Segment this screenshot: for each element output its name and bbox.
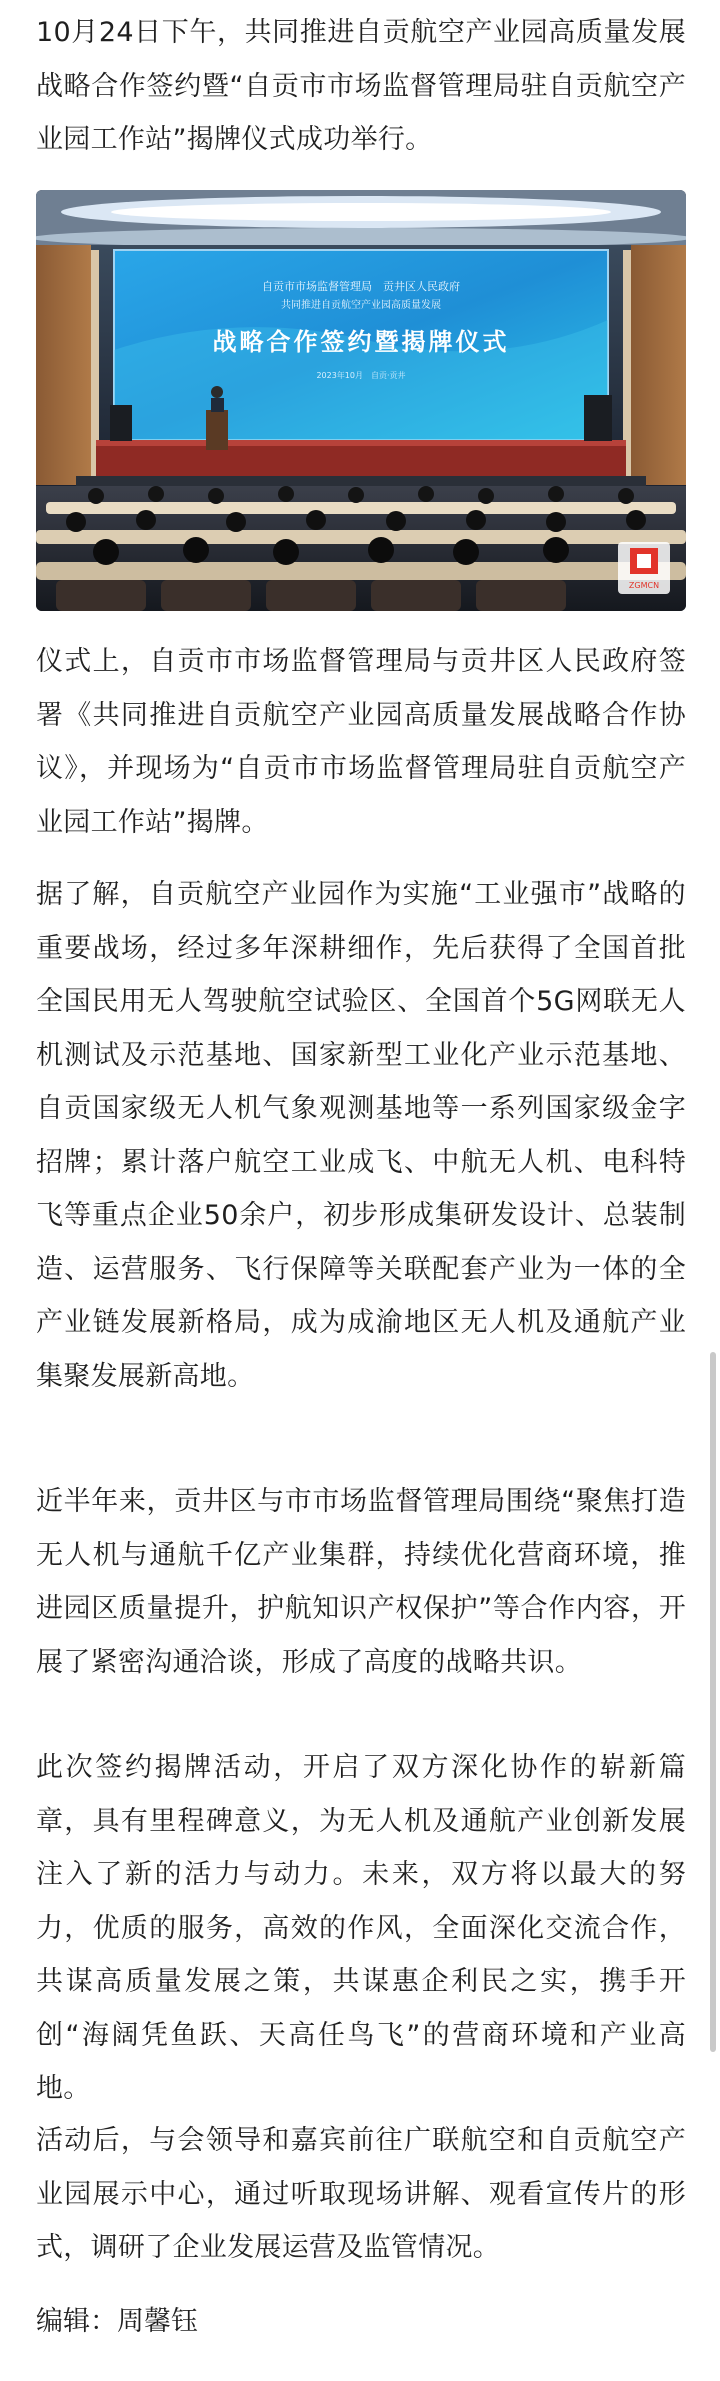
watermark-text: ZGMCN (628, 581, 660, 590)
editor-credit: 编辑：周馨钰 (36, 2306, 198, 2337)
wood-panel-left (36, 245, 91, 485)
event-photo (36, 190, 686, 611)
paragraph-ceremony: 仪式上，自贡市市场监督管理局与贡井区人民政府签署《共同推进自贡航空产业园高质量发展战略合作协议》，并现场为“自贡市市场监督管理局驻自贡航空产业园工作站”揭牌。 (36, 646, 686, 838)
paragraph-background: 据了解，自贡航空产业园作为实施“工业强市”战略的重要战场，经过多年深耕细作，先后获得了全国首批全国民用无人驾驶航空试验区、全国首个5G网联无人机测试及示范基地、国家新型工业化产业示范基地、自贡国家级无人机气象观测基地等一系列国家级金字招牌；累计落户航空工业成飞、中航无人机、电科特飞等重点企业50余户，初步形成集研发设计、总装制造、运营服务、飞行保障等关联配套产业为一体的全产业链发展新格局，成为成渝地区无人机及通航产业集聚发展新高地。 (36, 879, 686, 1392)
scrollbar[interactable] (710, 1352, 716, 2052)
watermark-logo (618, 542, 670, 594)
paragraph-intro: 10月24日下午，共同推进自贡航空产业园高质量发展战略合作签约暨“自贡市市场监督管理局驻自贡航空产业园工作站”揭牌仪式成功举行。 (36, 17, 686, 155)
screen-date: 2023年10月 自贡·贡井 (316, 371, 406, 380)
wood-panel-right (631, 245, 686, 485)
paragraph-significance: 此次签约揭牌活动，开启了双方深化协作的崭新篇章，具有里程碑意义，为无人机及通航产业创新发展注入了新的活力与动力。未来，双方将以最大的努力，优质的服务，高效的作风，全面深化交流合作，共谋高质量发展之策，共谋惠企利民之实，携手开创“海阔凭鱼跃、天高任鸟飞”的营商环境和产业高地。 (36, 1752, 686, 2104)
screen-line1: 自贡市市场监督管理局 贡井区人民政府 (262, 280, 460, 293)
paragraph-visit: 活动后，与会领导和嘉宾前往广联航空和自贡航空产业园展示中心，通过听取现场讲解、观看宣传片的形式，调研了企业发展运营及监管情况。 (36, 2125, 686, 2263)
paragraph-cooperation: 近半年来，贡井区与市市场监督管理局围绕“聚焦打造无人机与通航千亿产业集群，持续优化营商环境，推进园区质量提升，护航知识产权保护”等合作内容，开展了紧密沟通洽谈，形成了高度的战略共识。 (36, 1486, 686, 1678)
screen-line2: 共同推进自贡航空产业园高质量发展 (281, 300, 441, 311)
podium (206, 410, 228, 450)
chair-rows (36, 502, 686, 580)
screen-title: 战略合作签约暨揭牌仪式 (212, 327, 510, 356)
